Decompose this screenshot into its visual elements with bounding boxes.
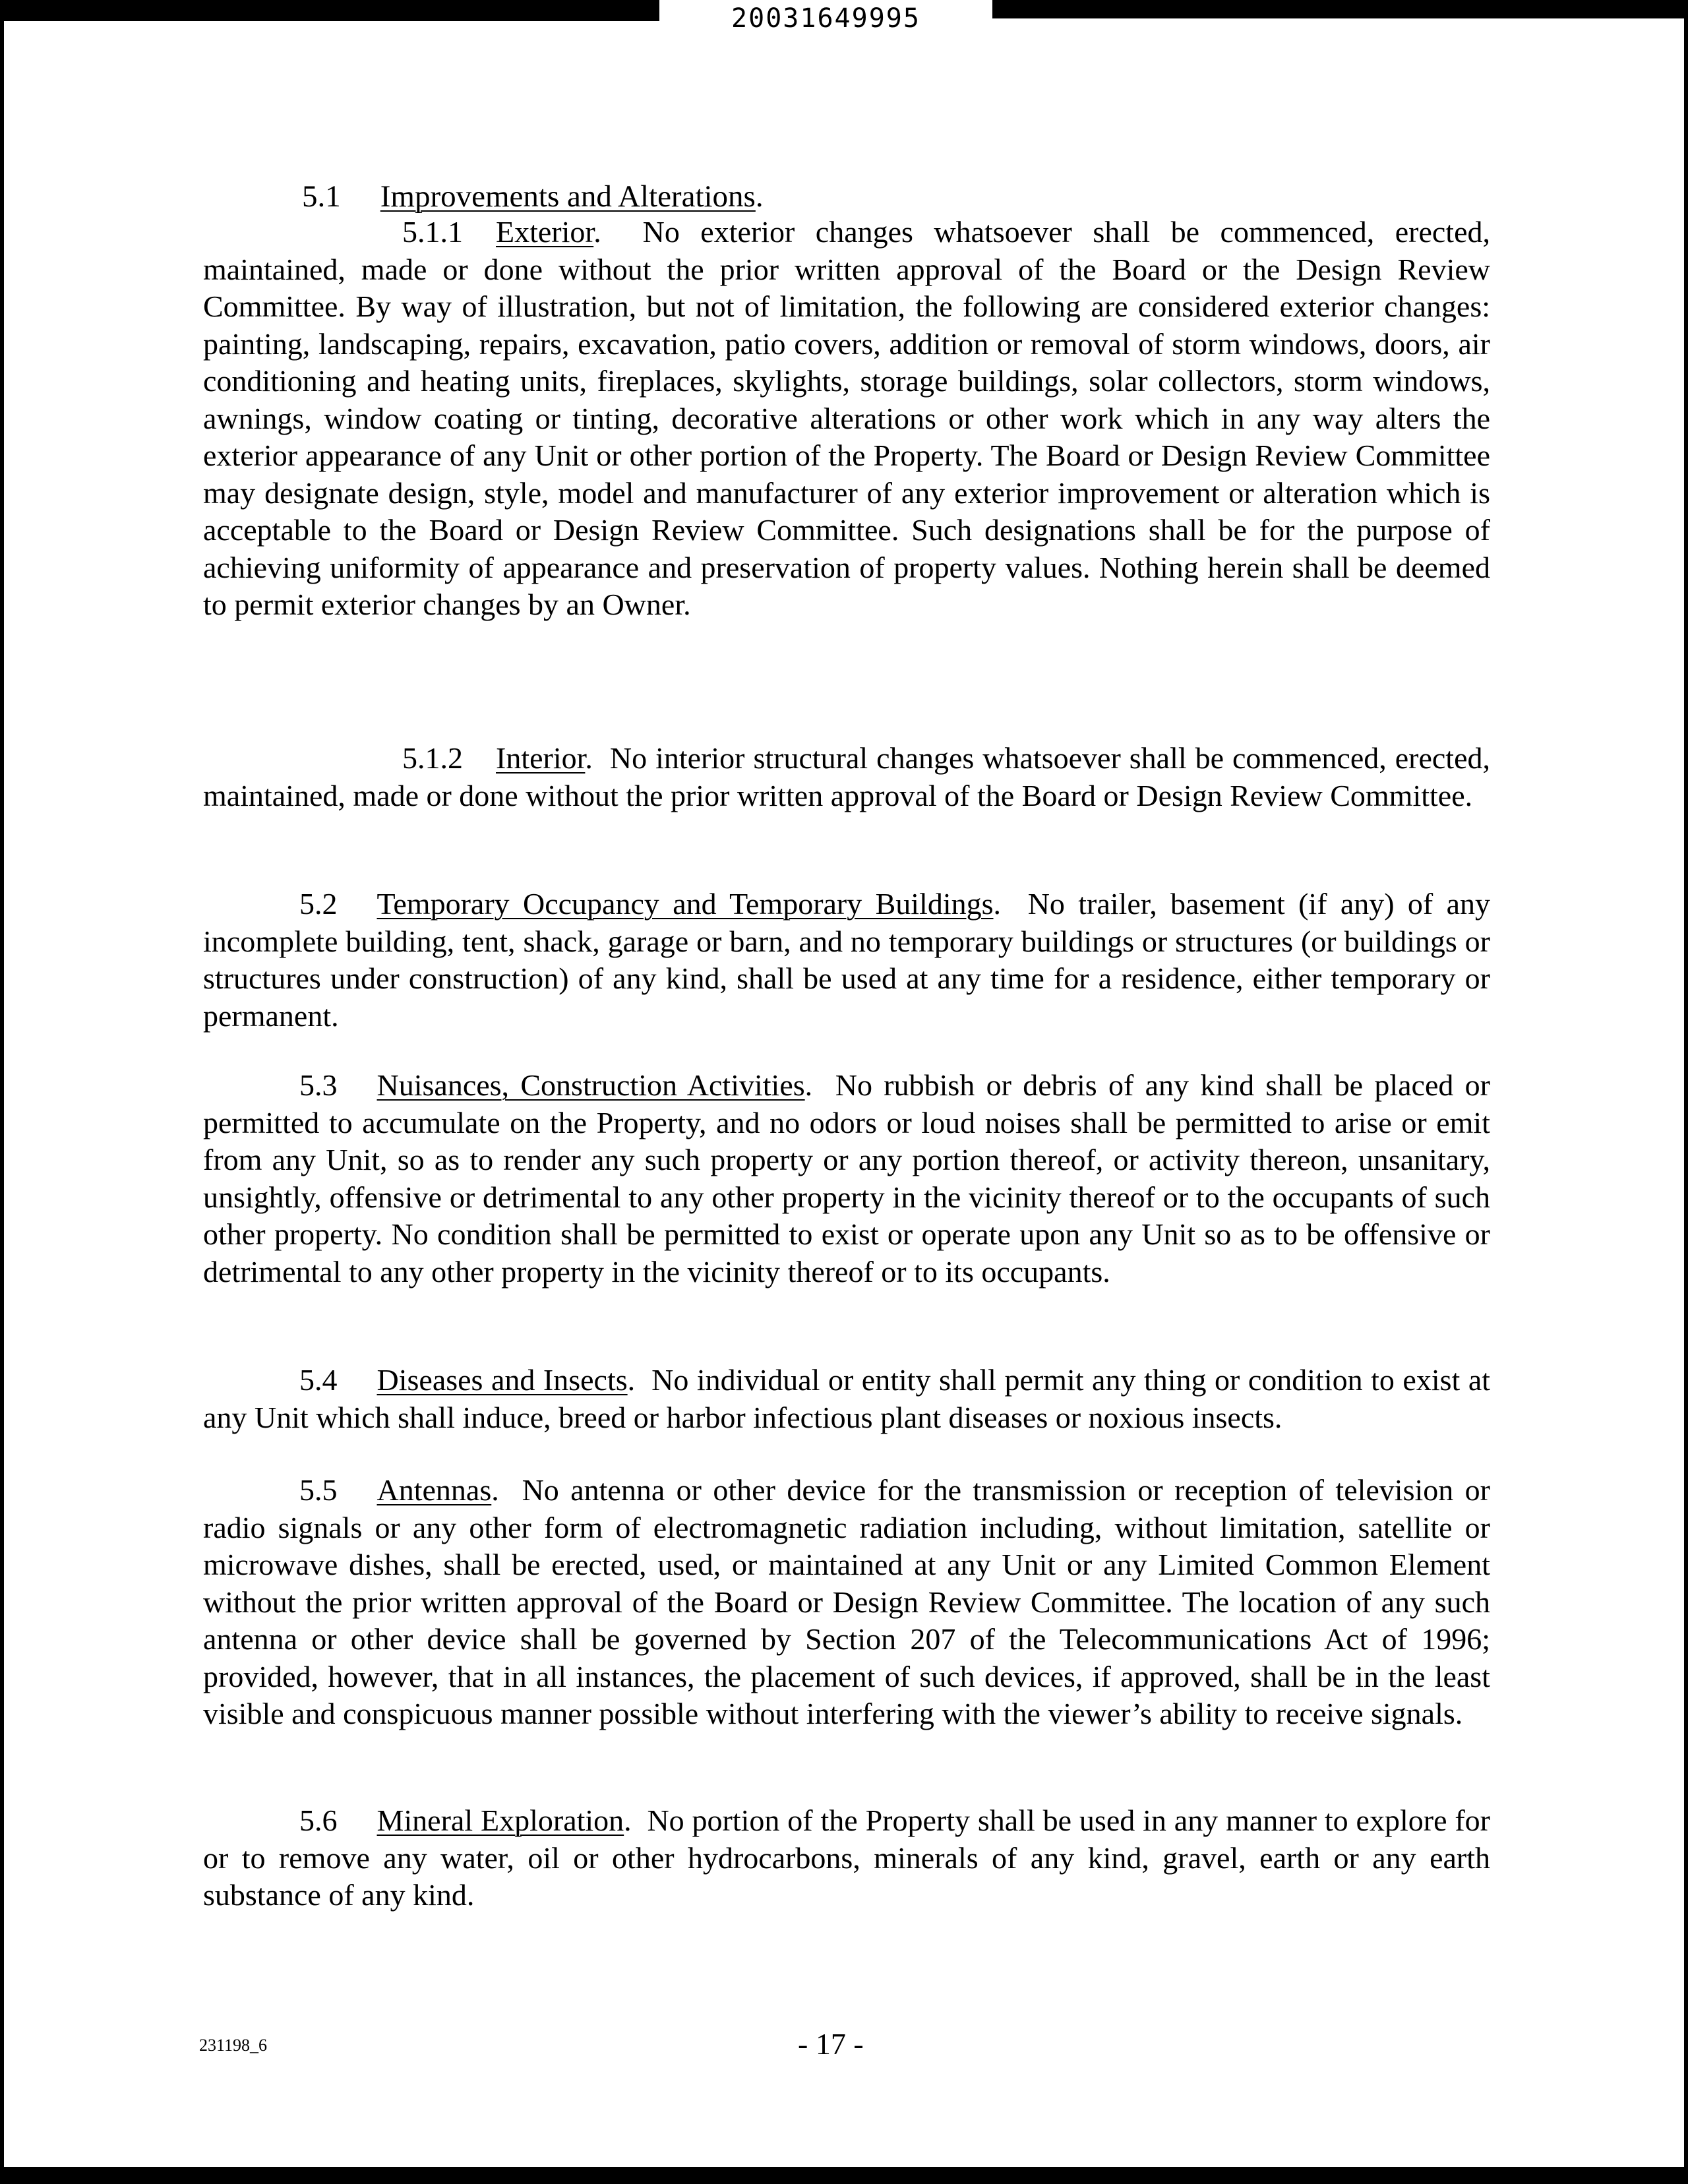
scan-band-bottom [0, 2167, 1688, 2184]
paragraph-number: 5.6 [299, 1804, 338, 1837]
paragraph-5-5: 5.5 Antennas. No antenna or other device for the transmission or reception of television or radio signals or any other form of electromagnetic radiation including, without limitation, satellite or microwave dishes, shall be erected, used, or maintained at any Unit or any Limited Common Element without the prior written approval of the Board or Design Review Committee. The location of any such antenna or other device shall be governed by Section 207 of the Telecommunications Act of 1996; provided, however, that in all instances, the placement of such devices, if approved, shall be in the least visible and conspicuous manner possible without interfering with the viewer’s ability to receive signals. [203, 1473, 1490, 1730]
scan-band-top-edge [0, 18, 659, 21]
paragraph-number: 5.1.2 [402, 741, 463, 775]
paragraph-text: No interior structural changes whatsoever shall be commenced, erected, maintained, made or done without the prior written approval of the Board or Design Review Committee. [203, 741, 1490, 812]
paragraph-5-1-2: 5.1.2 Interior. No interior structural changes whatsoever shall be commenced, erected, maintained, made or done without the prior written approval of the Board or Design Review Committee. [203, 741, 1490, 812]
footer-document-code: 231198_6 [199, 2036, 268, 2055]
paragraph-5-1-1: 5.1.1 Exterior. No exterior changes whatsoever shall be commenced, erected, maintained, made or done without the prior written approval of the Board or the Design Review Committee. By way of illustration, but not of limitation, the following are considered exterior changes: painting, landscaping, repairs, excavation, patio covers, addition or removal of storm windows, doors, air conditioning and heating units, fireplaces, skylights, storage buildings, solar collectors, storm windows, awnings, window coating or tinting, decorative alterations or other work which in any way alters the exterior appearance of any Unit or other portion of the Property. The Board or Design Review Committee may designate design, style, model and manufacturer of any exterior improvement or alteration which is acceptable to the Board or Design Review Committee. Such designations shall be for the purpose of achieving uniformity of appearance and preservation of property values. Nothing herein shall be deemed to permit exterior changes by an Owner. [203, 215, 1490, 621]
paragraph-number: 5.5 [299, 1473, 338, 1507]
paragraph-text: No exterior changes whatsoever shall be commenced, erected, maintained, made or done without the prior written approval of the Board or the Design Review Committee. By way of illustration, but not of limitation, the following are considered exterior changes: painting, landscaping, repairs, excavation, patio covers, addition or removal of storm windows, doors, air conditioning and heating units, fireplaces, skylights, storage buildings, solar collectors, storm windows, awnings, window coating or tinting, decorative alterations or other work which in any way alters the exterior appearance of any Unit or other portion of the Property. The Board or Design Review Committee may designate design, style, model and manufacturer of any exterior improvement or alteration which is acceptable to the Board or Design Review Committee. Such designations shall be for the purpose of achieving uniformity of appearance and preservation of property values. Nothing herein shall be deemed to permit exterior changes by an Owner. [203, 215, 1490, 621]
footer-page-number: - 17 - [798, 2027, 864, 2061]
paragraph-number: 5.1.1 [402, 215, 463, 249]
paragraph-5-2: 5.2 Temporary Occupancy and Temporary Buildings. No trailer, basement (if any) of any incomplete building, tent, shack, garage or barn, and no temporary buildings or structures (or buildings or structures under construction) of any kind, shall be used at any time for a residence, either temporary or permanent. [203, 887, 1490, 1033]
paragraph-heading: Diseases and Insects [377, 1363, 628, 1397]
paragraph-text: No individual or entity shall permit any thing or condition to exist at any Unit which shall induce, breed or harbor infectious plant diseases or noxious insects. [203, 1363, 1491, 1434]
scan-edge-left [0, 0, 4, 2184]
paragraph-heading: Exterior [496, 215, 594, 249]
paragraph-heading: Mineral Exploration [377, 1804, 624, 1837]
paragraph-number: 5.3 [299, 1068, 338, 1102]
paragraph-text: No antenna or other device for the transmission or reception of television or radio signals or any other form of electromagnetic radiation including, without limitation, satellite or microwave dishes, shall be erected, used, or maintained at any Unit or any Limited Common Element without the prior written approval of the Board or Design Review Committee. The location of any such antenna or other device shall be governed by Section 207 of the Telecommunications Act of 1996; provided, however, that in all instances, the placement of such devices, if approved, shall be in the least visible and conspicuous manner possible without interfering with the viewer’s ability to receive signals. [203, 1473, 1490, 1730]
scan-edge-right [1684, 0, 1688, 2184]
paragraph-heading: Nuisances, Construction Activities [377, 1068, 805, 1102]
section-title: Improvements and Alterations [380, 179, 756, 214]
document-id: 20031649995 [731, 3, 920, 34]
paragraph-text: No rubbish or debris of any kind shall be placed or permitted to accumulate on the Property, and no odors or loud noises shall be permitted to arise or emit from any Unit, so as to render any such property or any portion thereof, or activity thereon, unsanitary, unsightly, offensive or detrimental to any other property in the vicinity thereof or to the occupants of such other property. No condition shall be permitted to exist or operate upon any Unit so as to be offensive or detrimental to any other property in the vicinity thereof or to its occupants. [203, 1068, 1491, 1289]
paragraph-heading: Antennas [377, 1473, 492, 1507]
paragraph-5-4: 5.4 Diseases and Insects. No individual or entity shall permit any thing or condition to exist at any Unit which shall induce, breed or harbor infectious plant diseases or noxious insects. [203, 1363, 1491, 1434]
paragraph-5-6: 5.6 Mineral Exploration. No portion of the Property shall be used in any manner to explore for or to remove any water, oil or other hydrocarbons, minerals of any kind, gravel, earth or any earth substance of any kind. [203, 1804, 1491, 1912]
section-heading: 5.1 Improvements and Alterations. [302, 177, 764, 216]
paragraph-5-3: 5.3 Nuisances, Construction Activities. No rubbish or debris of any kind shall be placed or permitted to accumulate on the Property, and no odors or loud noises shall be permitted to arise or emit from any Unit, so as to render any such property or any portion thereof, or activity thereon, unsanitary, unsightly, offensive or detrimental to any other property in the vicinity thereof or to the occupants of such other property. No condition shall be permitted to exist or operate upon any Unit so as to be offensive or detrimental to any other property in the vicinity thereof or to its occupants. [203, 1068, 1491, 1289]
scan-band-top-edge-right [992, 0, 1688, 5]
paragraph-text: No trailer, basement (if any) of any incomplete building, tent, shack, garage or barn, and no temporary buildings or structures (or buildings or structures under construction) of any kind, shall be used at any time for a residence, either temporary or permanent. [203, 887, 1490, 1033]
paragraph-heading: Interior [496, 741, 586, 775]
section-number: 5.1 [302, 179, 341, 214]
paragraph-number: 5.2 [299, 887, 338, 921]
paragraph-text: No portion of the Property shall be used in any manner to explore for or to remove any water, oil or other hydrocarbons, minerals of any kind, gravel, earth or any earth substance of any kind. [203, 1804, 1491, 1912]
paragraph-number: 5.4 [299, 1363, 338, 1397]
paragraph-heading: Temporary Occupancy and Temporary Buildings [377, 887, 994, 921]
